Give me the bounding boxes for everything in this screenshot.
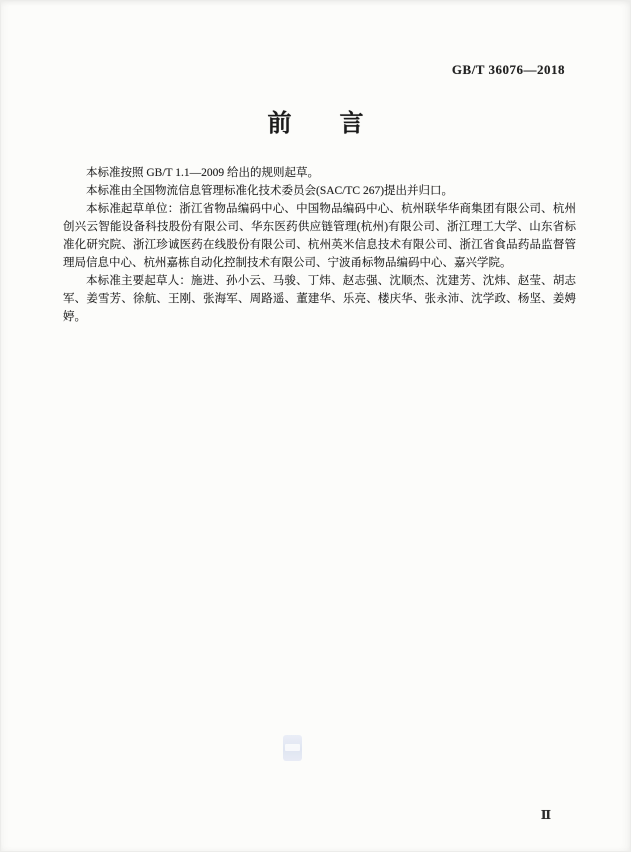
paragraph-drafting-organizations: 本标准起草单位：浙江省物品编码中心、中国物品编码中心、杭州联华华商集团有限公司、杭州创兴云智能设备科技股份有限公司、华东医药供应链管理(杭州)有限公司、浙江理工大学、山东省标准化研究院、浙江珍诚医药在线股份有限公司、杭州英米信息技术有限公司、浙江省食品药品监督管理局信息中心、杭州嘉栋自动化控制技术有限公司、宁波甬标物品编码中心、嘉兴学院。 bbox=[63, 203, 576, 269]
foreword-body bbox=[63, 164, 576, 326]
paragraph-drafting-rule: 本标准按照 GB/T 1.1—2009 给出的规则起草。 bbox=[86, 167, 319, 179]
page-title: 前 言 bbox=[267, 111, 364, 137]
paragraph-proposed-by: 本标准由全国物流信息管理标准化技术委员会(SAC/TC 267)提出并归口。 bbox=[86, 185, 454, 197]
paragraph-main-drafters: 本标准主要起草人：施进、孙小云、马骏、丁炜、赵志强、沈顺杰、沈建芳、沈炜、赵莹、胡志军、姜雪芳、徐航、王刚、张海军、周路遥、董建华、乐亮、楼庆华、张永沛、沈学政、杨坚、姜娉婷。 bbox=[63, 275, 576, 323]
watermark-badge bbox=[283, 735, 302, 761]
page-number: Ⅱ bbox=[540, 808, 551, 822]
standard-number-header: GB/T 36076—2018 bbox=[451, 62, 565, 77]
